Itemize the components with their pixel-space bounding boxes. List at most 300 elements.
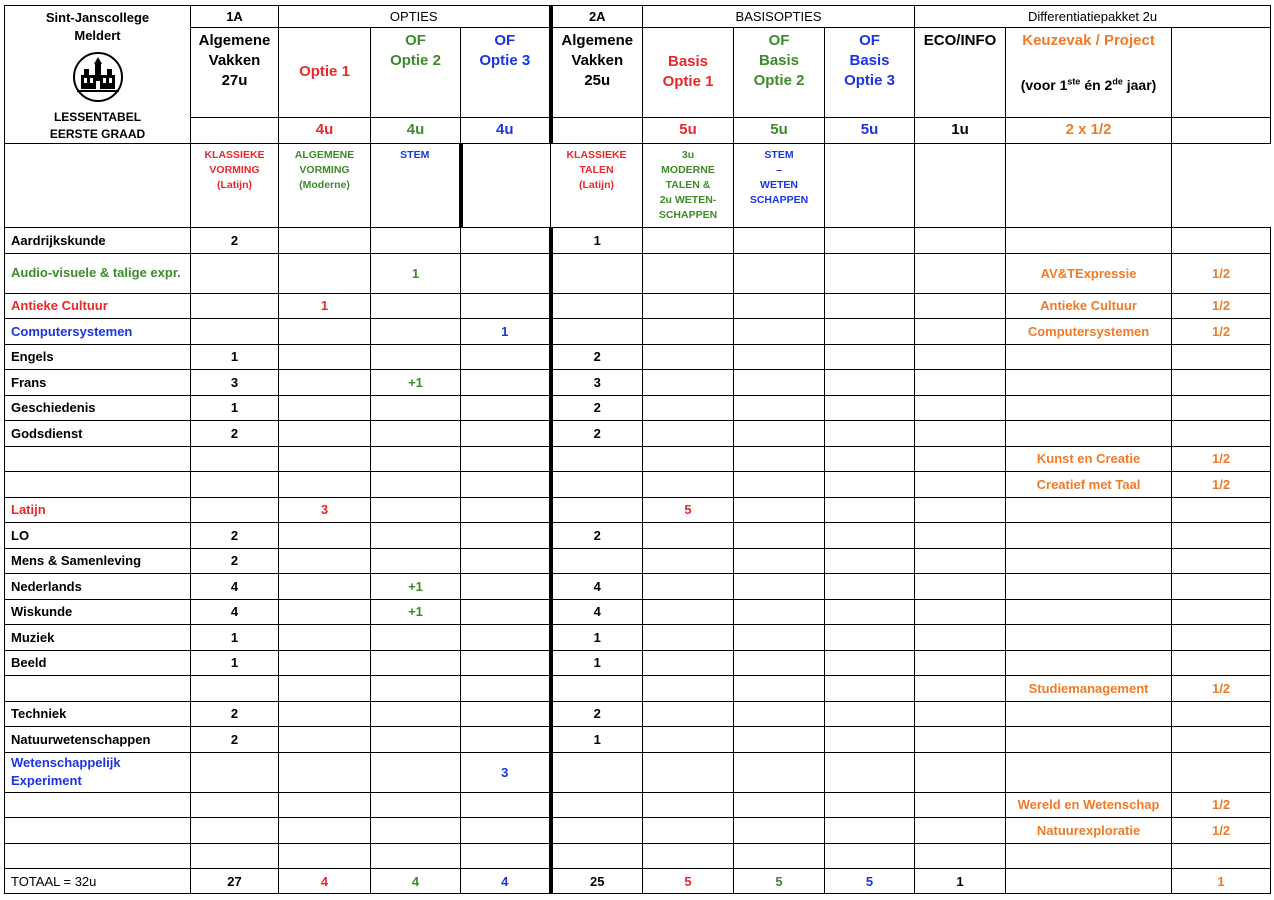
o1-cell bbox=[279, 599, 371, 625]
b3-cell bbox=[825, 843, 915, 869]
o3-cell bbox=[461, 625, 551, 651]
o3-cell bbox=[461, 727, 551, 753]
a1-cell bbox=[191, 676, 279, 702]
o2-cell bbox=[371, 344, 461, 370]
o2-cell: +1 bbox=[371, 574, 461, 600]
b1-cell bbox=[643, 650, 734, 676]
subject-cell: LO bbox=[5, 523, 191, 549]
o2-cell bbox=[371, 548, 461, 574]
eco-cell bbox=[915, 792, 1006, 818]
b2-cell bbox=[734, 472, 825, 498]
a1-cell bbox=[191, 253, 279, 293]
b2-cell bbox=[734, 625, 825, 651]
basis-optie-2-header: OF Basis Optie 2 bbox=[734, 28, 825, 118]
col-2a-desc bbox=[461, 144, 551, 228]
total-b2: 5 bbox=[734, 869, 825, 894]
b3-cell bbox=[825, 228, 915, 254]
kv-cell bbox=[1006, 701, 1172, 727]
basis-optie-3-desc: STEM – WETEN SCHAPPEN bbox=[734, 144, 825, 228]
b2-cell bbox=[734, 599, 825, 625]
kvh-cell: 1/2 bbox=[1172, 676, 1271, 702]
kvh-cell bbox=[1172, 370, 1271, 396]
eco-cell bbox=[915, 599, 1006, 625]
a1-cell bbox=[191, 792, 279, 818]
o1-cell bbox=[279, 650, 371, 676]
eco-info-header: ECO/INFO bbox=[915, 28, 1006, 118]
b3-cell bbox=[825, 497, 915, 523]
b1-cell bbox=[643, 676, 734, 702]
basis-optie-2-desc: 3u MODERNE TALEN & 2u WETEN- SCHAPPEN bbox=[643, 144, 734, 228]
a2-cell bbox=[551, 446, 643, 472]
b1-cell bbox=[643, 446, 734, 472]
eco-cell bbox=[915, 472, 1006, 498]
keuzevak-hours-header bbox=[1172, 28, 1271, 118]
subject-cell bbox=[5, 792, 191, 818]
o2-cell bbox=[371, 818, 461, 844]
a1-cell: 4 bbox=[191, 599, 279, 625]
o2-cell bbox=[371, 650, 461, 676]
kv-cell bbox=[1006, 625, 1172, 651]
o2-cell bbox=[371, 421, 461, 447]
b2-cell bbox=[734, 395, 825, 421]
table-row bbox=[5, 792, 1271, 818]
table-row bbox=[5, 574, 1271, 600]
optie-3-hours: 4u bbox=[461, 117, 551, 143]
kv-cell bbox=[1006, 727, 1172, 753]
b3-cell bbox=[825, 727, 915, 753]
b2-cell bbox=[734, 574, 825, 600]
o3-cell bbox=[461, 344, 551, 370]
kvh-cell bbox=[1172, 599, 1271, 625]
a2-cell bbox=[551, 472, 643, 498]
subject-cell: Wiskunde bbox=[5, 599, 191, 625]
b3-cell bbox=[825, 818, 915, 844]
eco-cell bbox=[915, 421, 1006, 447]
o2-cell: 1 bbox=[371, 253, 461, 293]
eco-cell bbox=[915, 446, 1006, 472]
b3-cell bbox=[825, 625, 915, 651]
b2-cell bbox=[734, 344, 825, 370]
o1-cell bbox=[279, 446, 371, 472]
total-label: TOTAAL = 32u bbox=[5, 869, 191, 894]
a2-cell: 1 bbox=[551, 228, 643, 254]
a1-cell: 2 bbox=[191, 421, 279, 447]
o1-cell bbox=[279, 843, 371, 869]
o3-cell bbox=[461, 548, 551, 574]
subject-cell: Computersystemen bbox=[5, 319, 191, 345]
o3-cell bbox=[461, 650, 551, 676]
o1-cell bbox=[279, 625, 371, 651]
b1-cell bbox=[643, 319, 734, 345]
b1-cell bbox=[643, 228, 734, 254]
subject-cell bbox=[5, 446, 191, 472]
o3-cell bbox=[461, 676, 551, 702]
o3-cell bbox=[461, 843, 551, 869]
o1-cell bbox=[279, 523, 371, 549]
table-row bbox=[5, 752, 1271, 792]
b2-cell bbox=[734, 523, 825, 549]
eco-cell bbox=[915, 625, 1006, 651]
b3-cell bbox=[825, 792, 915, 818]
optie-1-desc: KLASSIEKE VORMING (Latijn) bbox=[191, 144, 279, 228]
eco-cell bbox=[915, 293, 1006, 319]
kv-cell: AV&TExpressie bbox=[1006, 253, 1172, 293]
o3-cell bbox=[461, 421, 551, 447]
kvh-cell bbox=[1172, 752, 1271, 792]
school-logo-icon bbox=[67, 51, 129, 103]
kvh-cell bbox=[1172, 548, 1271, 574]
optie-1-header: Optie 1 bbox=[279, 28, 371, 118]
a1-cell: 2 bbox=[191, 228, 279, 254]
kv-cell bbox=[1006, 650, 1172, 676]
a2-cell: 4 bbox=[551, 574, 643, 600]
b3-cell bbox=[825, 701, 915, 727]
b2-cell bbox=[734, 253, 825, 293]
b2-cell bbox=[734, 293, 825, 319]
a2-cell: 2 bbox=[551, 344, 643, 370]
col-2a-code: 2A bbox=[551, 6, 643, 28]
b1-cell bbox=[643, 395, 734, 421]
b3-cell bbox=[825, 548, 915, 574]
eco-cell bbox=[915, 818, 1006, 844]
subject-cell: Latijn bbox=[5, 497, 191, 523]
kvh-cell bbox=[1172, 843, 1271, 869]
eco-cell bbox=[915, 523, 1006, 549]
o3-cell bbox=[461, 228, 551, 254]
a2-cell: 2 bbox=[551, 701, 643, 727]
a1-cell: 2 bbox=[191, 701, 279, 727]
subject-cell: Beeld bbox=[5, 650, 191, 676]
kv-cell bbox=[1006, 228, 1172, 254]
a1-cell bbox=[191, 497, 279, 523]
b3-cell bbox=[825, 253, 915, 293]
o2-cell bbox=[371, 472, 461, 498]
b1-cell bbox=[643, 523, 734, 549]
table-row bbox=[5, 421, 1271, 447]
table-row bbox=[5, 625, 1271, 651]
b2-cell bbox=[734, 727, 825, 753]
total-kv bbox=[1006, 869, 1172, 894]
keuzevak-header: Keuzevak / Project (voor 1ste én 2de jaar) bbox=[1006, 28, 1172, 118]
kv-cell bbox=[1006, 344, 1172, 370]
basisopties-title: BASISOPTIES bbox=[643, 6, 915, 28]
subject-cell bbox=[5, 472, 191, 498]
o2-cell bbox=[371, 293, 461, 319]
subject-cell bbox=[5, 843, 191, 869]
table-row bbox=[5, 818, 1271, 844]
eco-cell bbox=[915, 727, 1006, 753]
o1-cell bbox=[279, 421, 371, 447]
kv-cell bbox=[1006, 497, 1172, 523]
kvh-cell bbox=[1172, 523, 1271, 549]
o2-cell bbox=[371, 727, 461, 753]
a1-cell: 2 bbox=[191, 727, 279, 753]
table-row bbox=[5, 650, 1271, 676]
table-row bbox=[5, 472, 1271, 498]
b3-cell bbox=[825, 599, 915, 625]
o3-cell bbox=[461, 395, 551, 421]
o3-cell bbox=[461, 497, 551, 523]
basis-optie-3-header: OF Basis Optie 3 bbox=[825, 28, 915, 118]
a1-cell: 3 bbox=[191, 370, 279, 396]
o1-cell bbox=[279, 472, 371, 498]
kvh-cell: 1/2 bbox=[1172, 253, 1271, 293]
table-row bbox=[5, 497, 1271, 523]
b2-cell bbox=[734, 701, 825, 727]
eco-cell bbox=[915, 752, 1006, 792]
table-row bbox=[5, 370, 1271, 396]
total-o1: 4 bbox=[279, 869, 371, 894]
b1-cell bbox=[643, 599, 734, 625]
b2-cell bbox=[734, 446, 825, 472]
a1-cell bbox=[191, 293, 279, 319]
a1-cell: 1 bbox=[191, 625, 279, 651]
b1-cell bbox=[643, 293, 734, 319]
kvh-cell bbox=[1172, 574, 1271, 600]
subject-cell: Techniek bbox=[5, 701, 191, 727]
b1-cell bbox=[643, 574, 734, 600]
kv-cell: Kunst en Creatie bbox=[1006, 446, 1172, 472]
table-row bbox=[5, 843, 1271, 869]
b3-cell bbox=[825, 319, 915, 345]
b3-cell bbox=[825, 574, 915, 600]
kvh-cell bbox=[1172, 701, 1271, 727]
a1-cell bbox=[191, 472, 279, 498]
o2-cell bbox=[371, 319, 461, 345]
a1-cell: 2 bbox=[191, 523, 279, 549]
eco-cell bbox=[915, 497, 1006, 523]
eco-cell bbox=[915, 548, 1006, 574]
b1-cell bbox=[643, 727, 734, 753]
o3-cell bbox=[461, 792, 551, 818]
o1-cell bbox=[279, 701, 371, 727]
b3-cell bbox=[825, 395, 915, 421]
kvh-cell bbox=[1172, 650, 1271, 676]
kv-cell bbox=[1006, 752, 1172, 792]
o3-cell bbox=[461, 818, 551, 844]
kv-cell bbox=[1006, 395, 1172, 421]
o1-cell bbox=[279, 548, 371, 574]
subject-cell: Natuurwetenschappen bbox=[5, 727, 191, 753]
o1-cell bbox=[279, 253, 371, 293]
b1-cell: 5 bbox=[643, 497, 734, 523]
o2-cell: +1 bbox=[371, 599, 461, 625]
b2-cell bbox=[734, 228, 825, 254]
kvh-cell: 1/2 bbox=[1172, 319, 1271, 345]
b2-cell bbox=[734, 752, 825, 792]
keuzevak-hours: 2 x 1/2 bbox=[1006, 117, 1172, 143]
b1-cell bbox=[643, 752, 734, 792]
optie-2-header: OF Optie 2 bbox=[371, 28, 461, 118]
kvh-cell bbox=[1172, 497, 1271, 523]
a1-cell bbox=[191, 446, 279, 472]
kvh-cell bbox=[1172, 727, 1271, 753]
kvh-cell: 1/2 bbox=[1172, 472, 1271, 498]
b2-cell bbox=[734, 421, 825, 447]
col-1a-header: Algemene Vakken 27u bbox=[191, 28, 279, 118]
b3-cell bbox=[825, 293, 915, 319]
kv-cell bbox=[1006, 370, 1172, 396]
o3-cell bbox=[461, 370, 551, 396]
total-kvh: 1 bbox=[1172, 869, 1271, 894]
a1-cell bbox=[191, 319, 279, 345]
eco-cell bbox=[915, 370, 1006, 396]
b2-cell bbox=[734, 843, 825, 869]
a2-cell bbox=[551, 792, 643, 818]
eco-cell bbox=[915, 253, 1006, 293]
o3-cell bbox=[461, 446, 551, 472]
table-row bbox=[5, 701, 1271, 727]
total-row bbox=[5, 869, 1271, 894]
col-1a-code: 1A bbox=[191, 6, 279, 28]
o2-cell: +1 bbox=[371, 370, 461, 396]
b3-cell bbox=[825, 650, 915, 676]
a2-cell: 3 bbox=[551, 370, 643, 396]
eco-cell bbox=[915, 395, 1006, 421]
o1-cell bbox=[279, 818, 371, 844]
table-row bbox=[5, 446, 1271, 472]
table-row bbox=[5, 599, 1271, 625]
o2-cell bbox=[371, 497, 461, 523]
a1-cell: 1 bbox=[191, 395, 279, 421]
kvh-cell: 1/2 bbox=[1172, 446, 1271, 472]
table-title-line2: EERSTE GRAAD bbox=[49, 127, 146, 141]
b1-cell bbox=[643, 344, 734, 370]
total-a1: 27 bbox=[191, 869, 279, 894]
o2-cell bbox=[371, 792, 461, 818]
kvh-cell bbox=[1172, 625, 1271, 651]
b1-cell bbox=[643, 701, 734, 727]
total-a2: 25 bbox=[551, 869, 643, 894]
subject-cell: Godsdienst bbox=[5, 421, 191, 447]
basis-optie-1-hours: 5u bbox=[643, 117, 734, 143]
b3-cell bbox=[825, 421, 915, 447]
b3-cell bbox=[825, 676, 915, 702]
b2-cell bbox=[734, 497, 825, 523]
o2-cell bbox=[371, 395, 461, 421]
eco-cell bbox=[915, 228, 1006, 254]
subject-cell: Audio-visuele & talige expr. bbox=[5, 253, 191, 293]
b3-cell bbox=[825, 523, 915, 549]
o3-cell bbox=[461, 574, 551, 600]
a2-cell: 1 bbox=[551, 650, 643, 676]
a2-cell bbox=[551, 752, 643, 792]
o2-cell bbox=[371, 843, 461, 869]
a1-cell: 1 bbox=[191, 344, 279, 370]
eco-cell bbox=[915, 843, 1006, 869]
kvh-cell: 1/2 bbox=[1172, 818, 1271, 844]
subject-cell: Antieke Cultuur bbox=[5, 293, 191, 319]
a2-cell: 2 bbox=[551, 395, 643, 421]
optie-3-header: OF Optie 3 bbox=[461, 28, 551, 118]
eco-cell bbox=[915, 676, 1006, 702]
o3-cell: 3 bbox=[461, 752, 551, 792]
a1-cell bbox=[191, 843, 279, 869]
kv-cell bbox=[1006, 574, 1172, 600]
opties-title: OPTIES bbox=[279, 6, 551, 28]
b3-cell bbox=[825, 370, 915, 396]
school-location: Meldert bbox=[74, 28, 121, 43]
subject-cell: Mens & Samenleving bbox=[5, 548, 191, 574]
total-b1: 5 bbox=[643, 869, 734, 894]
basis-optie-3-hours: 5u bbox=[825, 117, 915, 143]
col-1a-hours bbox=[191, 117, 279, 143]
o1-cell bbox=[279, 676, 371, 702]
o1-cell bbox=[279, 727, 371, 753]
table-row bbox=[5, 727, 1271, 753]
school-header-cell bbox=[5, 6, 191, 144]
subject-cell: Aardrijkskunde bbox=[5, 228, 191, 254]
a2-cell bbox=[551, 319, 643, 345]
b1-cell bbox=[643, 548, 734, 574]
eco-cell bbox=[915, 319, 1006, 345]
b2-cell bbox=[734, 818, 825, 844]
kv-cell: Antieke Cultuur bbox=[1006, 293, 1172, 319]
table-row bbox=[5, 319, 1271, 345]
o1-cell: 1 bbox=[279, 293, 371, 319]
o3-cell bbox=[461, 523, 551, 549]
b3-cell bbox=[825, 446, 915, 472]
b1-cell bbox=[643, 421, 734, 447]
subject-cell bbox=[5, 818, 191, 844]
a2-cell bbox=[551, 818, 643, 844]
a2-cell: 2 bbox=[551, 523, 643, 549]
a1-cell bbox=[191, 818, 279, 844]
kv-cell: Computersystemen bbox=[1006, 319, 1172, 345]
subject-cell: Nederlands bbox=[5, 574, 191, 600]
a2-cell: 1 bbox=[551, 727, 643, 753]
o3-cell bbox=[461, 293, 551, 319]
table-row bbox=[5, 395, 1271, 421]
eco-cell bbox=[915, 344, 1006, 370]
total-o2: 4 bbox=[371, 869, 461, 894]
b1-cell bbox=[643, 625, 734, 651]
b2-cell bbox=[734, 548, 825, 574]
table-row bbox=[5, 676, 1271, 702]
eco-info-hours: 1u bbox=[915, 117, 1006, 143]
kv-cell bbox=[1006, 599, 1172, 625]
b2-cell bbox=[734, 650, 825, 676]
subject-cell: Frans bbox=[5, 370, 191, 396]
b3-cell bbox=[825, 344, 915, 370]
b1-cell bbox=[643, 818, 734, 844]
b1-cell bbox=[643, 253, 734, 293]
b3-cell bbox=[825, 752, 915, 792]
o2-cell bbox=[371, 228, 461, 254]
eco-cell bbox=[915, 650, 1006, 676]
o2-cell bbox=[371, 701, 461, 727]
kv-cell bbox=[1006, 421, 1172, 447]
o2-cell bbox=[371, 676, 461, 702]
kv-cell bbox=[1006, 548, 1172, 574]
optie-1-hours: 4u bbox=[279, 117, 371, 143]
kv-cell: Wereld en Wetenschap bbox=[1006, 792, 1172, 818]
o2-cell bbox=[371, 523, 461, 549]
table-row bbox=[5, 228, 1271, 254]
kvh-cell bbox=[1172, 395, 1271, 421]
a2-cell bbox=[551, 843, 643, 869]
a2-cell bbox=[551, 293, 643, 319]
o1-cell bbox=[279, 344, 371, 370]
o2-cell bbox=[371, 752, 461, 792]
basis-optie-2-hours: 5u bbox=[734, 117, 825, 143]
b2-cell bbox=[734, 319, 825, 345]
optie-2-hours: 4u bbox=[371, 117, 461, 143]
kv-cell: Creatief met Taal bbox=[1006, 472, 1172, 498]
subject-cell: Geschiedenis bbox=[5, 395, 191, 421]
o1-cell bbox=[279, 792, 371, 818]
o2-cell bbox=[371, 446, 461, 472]
